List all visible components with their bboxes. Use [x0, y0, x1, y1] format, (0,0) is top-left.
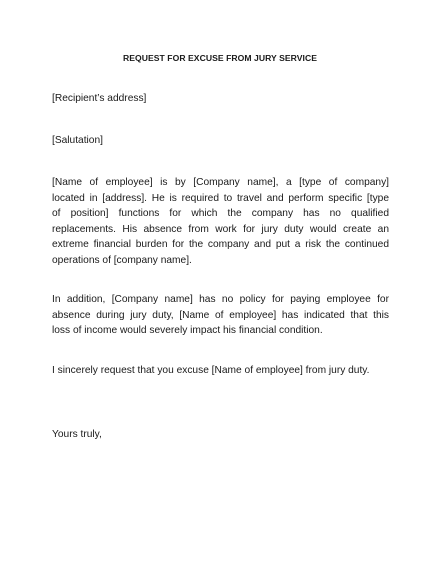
paragraph-line: located in [address]. He is required to travel and perform specific [type [52, 192, 389, 204]
paragraph-line: absence during jury duty, [Name of employee] has indicated that this [52, 309, 389, 321]
paragraph-line: [Name of employee] is by [Company name], a [type of company] [52, 177, 389, 188]
paragraph-line: replacements. His absence from work for jury duty would create an [52, 223, 389, 235]
letter-title: REQUEST FOR EXCUSE FROM JURY SERVICE [122, 53, 318, 63]
closing: Yours truly, [52, 429, 102, 440]
paragraph-line: In addition, [Company name] has no policy for paying employee for [52, 294, 389, 305]
recipient-address: [Recipient’s address] [52, 93, 147, 104]
paragraph-line: extreme financial burden for the company and put a risk the continued [52, 239, 389, 250]
paragraph-line: operations of [company name]. [52, 254, 192, 266]
body-paragraph-3: I sincerely request that you excuse [Name of employee] from jury duty. [52, 365, 370, 376]
salutation: [Salutation] [52, 135, 103, 146]
body-paragraph-2 [52, 292, 389, 339]
paragraph-line: of position] functions for which the company has no qualified [52, 208, 389, 219]
body-paragraph-1 [52, 175, 389, 268]
paragraph-line: loss of income would severely impact his financial condition. [52, 325, 323, 336]
